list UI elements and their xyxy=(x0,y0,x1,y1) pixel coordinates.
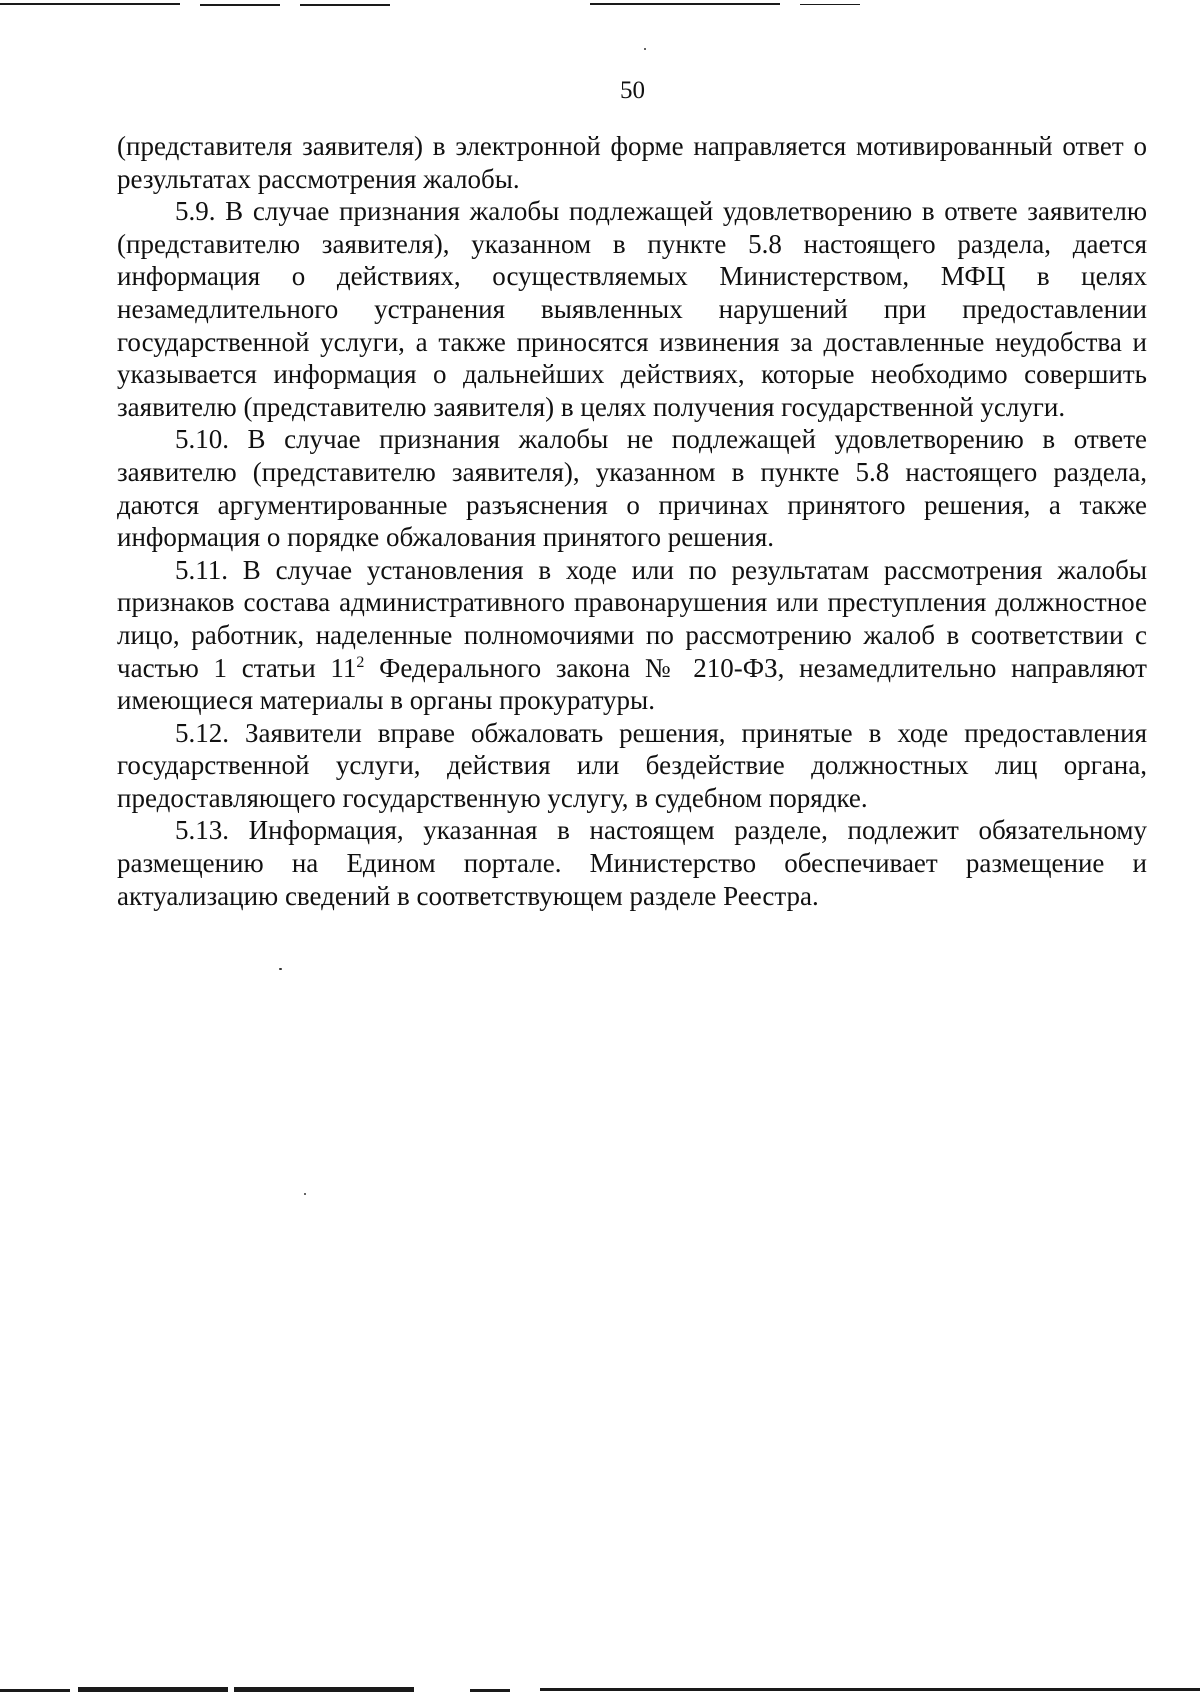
page-number: 50 xyxy=(620,77,645,104)
scan-artifact-bottom-5 xyxy=(540,1688,1200,1691)
scan-artifact-top-5 xyxy=(800,4,860,5)
scan-artifact-top-1 xyxy=(0,3,180,5)
scan-artifact-bottom-2 xyxy=(78,1687,228,1692)
scan-artifact-bottom-1 xyxy=(0,1689,70,1692)
article-superscript: 2 xyxy=(356,653,365,671)
scan-artifact-bottom-4 xyxy=(470,1689,510,1692)
scan-artifact-bottom-3 xyxy=(234,1687,414,1692)
paragraph-5-11-text-before: 5.11. В случае установления в ходе или по результатам рассмотрения жалобы признаков состава административного правонарушения или преступления должностное лицо, работник, наделенные полномочиями по рассмотрению жалоб в соответствии с частью 1 статьи 11 xyxy=(117,554,1147,683)
paragraph-continuation: (представителя заявителя) в электронной форме направляется мотивированный ответ о результатах рассмотрения жалобы. xyxy=(117,131,1147,194)
document-body xyxy=(117,130,1147,912)
scan-artifact-top-2 xyxy=(200,4,280,6)
scan-speck xyxy=(644,48,646,50)
paragraph-5-12: 5.12. Заявители вправе обжаловать решения, принятые в ходе предоставления государственной услуги, действия или бездействие должностных лиц органа, предоставляющего государственную услугу, в судебном порядке. xyxy=(117,717,1147,813)
paragraph-5-11-text-after: Федерального закона № 210-ФЗ, незамедлительно направляют имеющиеся материалы в органы прокуратуры. xyxy=(117,652,1147,716)
scan-speck xyxy=(304,1193,306,1195)
paragraph-5-9: 5.9. В случае признания жалобы подлежащей удовлетворению в ответе заявителю (представителю заявителя), указанном в пункте 5.8 настоящего раздела, дается информация о действиях, осуществляемых Министерством, МФЦ в целях незамедлительного устранения выявленных нарушений при предоставлении государственной услуги, а также приносятся извинения за доставленные неудобства и указывается информация о дальнейших действиях, которые необходимо совершить заявителю (представителю заявителя) в целях получения государственной услуги. xyxy=(117,196,1147,422)
scan-artifact-top-4 xyxy=(590,3,780,5)
paragraph-5-13: 5.13. Информация, указанная в настоящем разделе, подлежит обязательному размещению на Едином портале. Министерство обеспечивает размещение и актуализацию сведений в соответствующем разделе Реестра. xyxy=(117,815,1147,911)
paragraph-5-10: 5.10. В случае признания жалобы не подлежащей удовлетворению в ответе заявителю (представителю заявителя), указанном в пункте 5.8 настоящего раздела, даются аргументированные разъяснения о причинах принятого решения, а также информация о порядке обжалования принятого решения. xyxy=(117,424,1147,553)
scan-artifact-top-3 xyxy=(300,4,390,6)
scan-speck xyxy=(279,968,282,970)
paragraph-5-11 xyxy=(117,554,1147,717)
